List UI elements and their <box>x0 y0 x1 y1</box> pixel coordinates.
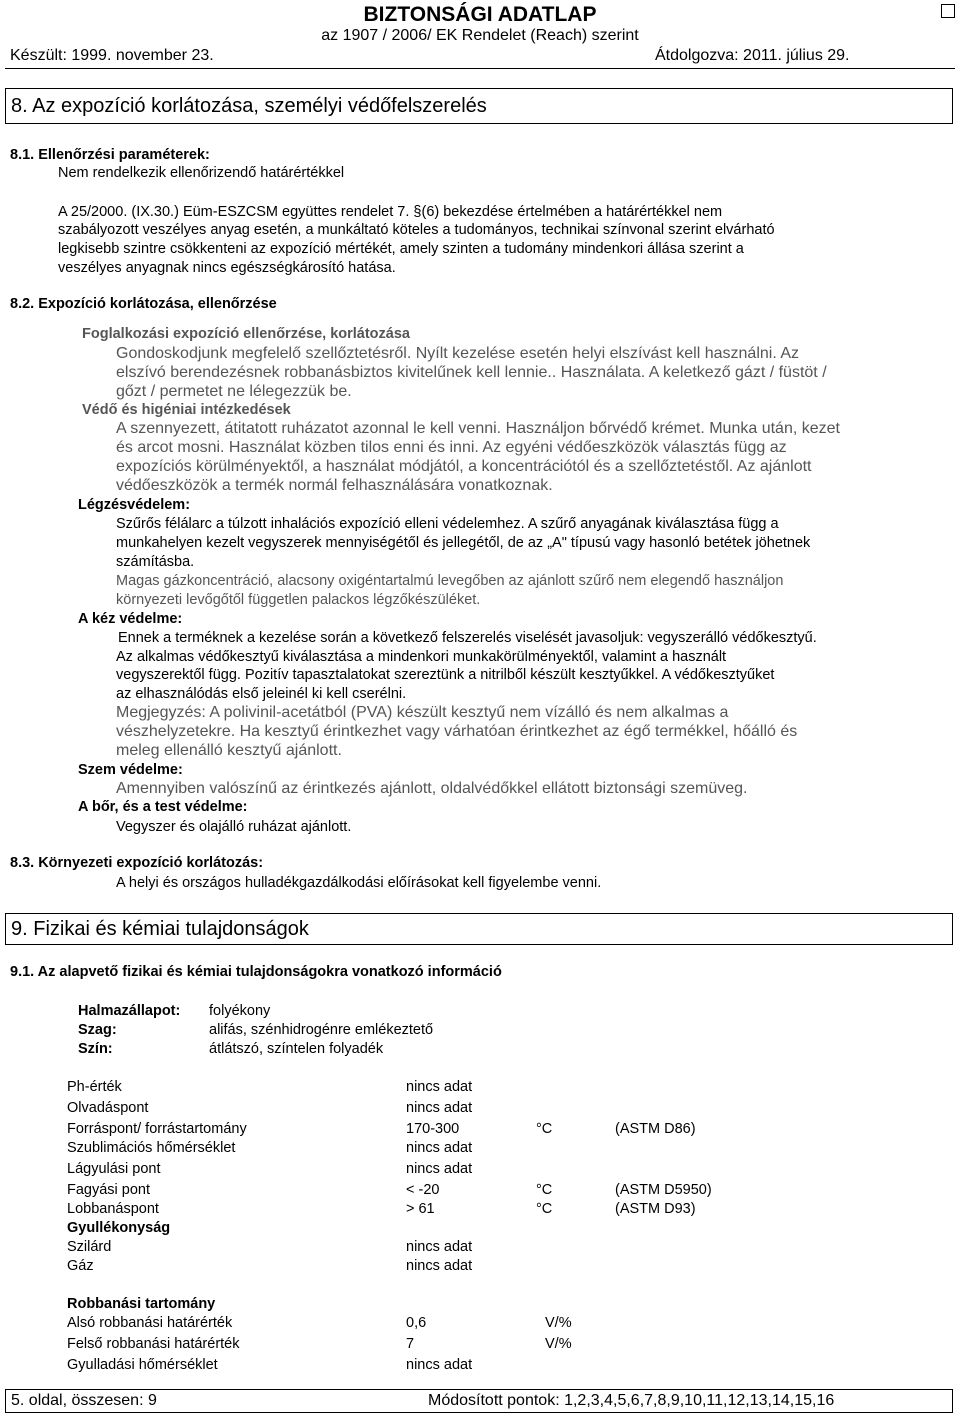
prop-value: < -20 <box>406 1182 440 1198</box>
resp-line: munkahelyen kezelt vegyszerek mennyiségétől és jellegétől, de az „A" típusú vagy hasonló betétek jöhetnek <box>116 535 811 551</box>
hand-heading: A kéz védelme: <box>78 611 183 627</box>
prop-label: Olvadáspont <box>67 1100 149 1116</box>
regulation-line: veszélyes anyagnak nincs egészségkárosító hatása. <box>58 260 396 276</box>
section-9-title: 9. Fizikai és kémiai tulajdonságok <box>11 918 309 940</box>
exposure-line: gőzt / permetet ne lélegezzük be. <box>116 383 352 400</box>
created-date: Készült: 1999. november 23. <box>10 47 214 64</box>
explosion-unit: V/% <box>545 1315 572 1331</box>
prop-value: 170-300 <box>406 1121 460 1137</box>
hygiene-line: és arcot mosni. Használat közben tilos enni és inni. Az egyéni védőeszközök választás függ az <box>116 439 787 456</box>
explosion-heading: Robbanási tartomány <box>67 1296 216 1312</box>
resp-note-line: Magas gázkoncentráció, alacsony oxigéntartalmú levegőben az ajánlott szűrő nem elegendő használjon <box>116 573 784 589</box>
prop-unit: °C <box>536 1182 553 1198</box>
exposure-line: Gondoskodjunk megfelelő szellőztetésről. Nyílt kezelése esetén helyi elszívást kell használni. Az <box>116 345 800 362</box>
hygiene-line: védőeszközök a termék normál felhasználására vonatkoznak. <box>116 477 553 494</box>
prop-value: > 61 <box>406 1201 435 1217</box>
flammability-label: Szilárd <box>67 1239 112 1255</box>
hand-line: az elhasználódás első jeleinél ki kell cserélni. <box>116 686 407 702</box>
explosion-label: Felső robbanási határérték <box>67 1336 240 1352</box>
resp-heading: Légzésvédelem: <box>78 497 191 513</box>
prop-unit: °C <box>536 1121 553 1137</box>
prop-label: Ph-érték <box>67 1079 122 1095</box>
s82-title: 8.2. Expozíció korlátozása, ellenőrzése <box>10 296 277 312</box>
s81-text: Nem rendelkezik ellenőrizendő határértékkel <box>58 165 345 181</box>
prop-label: Fagyási pont <box>67 1182 151 1198</box>
prop-value: nincs adat <box>406 1140 473 1156</box>
hand-note-line: Megjegyzés: A polivinil-acetátból (PVA) készült kesztyű nem vízálló és nem alkalmas a <box>116 704 729 721</box>
basic-label: Szag: <box>78 1022 117 1038</box>
explosion-value: nincs adat <box>406 1357 473 1373</box>
prop-label: Lobbanáspont <box>67 1201 159 1217</box>
explosion-label: Alsó robbanási határérték <box>67 1315 233 1331</box>
prop-label: Lágyulási pont <box>67 1161 161 1177</box>
hand-note-line: vészhelyzetekre. Ha kesztyű érintkezhet vagy várhatóan érintkezhet az égő termékkel, hőálló és <box>116 723 798 740</box>
resp-note-line: környezeti levőgőtől független palackos légzőkészüléket. <box>116 592 481 608</box>
explosion-value: 0,6 <box>406 1315 427 1331</box>
revised-date: Átdolgozva: 2011. július 29. <box>655 47 850 64</box>
skin-heading: A bőr, és a test védelme: <box>78 799 248 815</box>
document-subtitle: az 1907 / 2006/ EK Rendelet (Reach) szerint <box>321 27 639 44</box>
section-8-heading-box <box>5 88 953 124</box>
exposure-line: elszívó berendezésnek robbanásbiztos kivitelűnek kell lennie.. Használata. A keletkező gázt / füstöt / <box>116 364 827 381</box>
hand-note-line: meleg ellenálló kesztyű ajánlott. <box>116 742 342 759</box>
flammability-heading: Gyullékonyság <box>67 1220 171 1236</box>
prop-value: nincs adat <box>406 1079 473 1095</box>
hand-line: vegyszerektől függ. Pozitív tapasztalatokat szereztünk a nitrilből készült kesztyűkkel. A védőkesztyűket <box>116 667 775 683</box>
basic-label: Szín: <box>78 1041 113 1057</box>
regulation-line: legkisebb szintre csökkenteni az expozíció mértékét, amely szinten a tudomány mindenkori állása szerint a <box>58 241 744 257</box>
hand-line: Az alkalmas védőkesztyű kiválasztása a mindenkori munkakörülményektől, valamint a használt <box>116 649 727 665</box>
flammability-value: nincs adat <box>406 1258 473 1274</box>
page-number: 5. oldal, összesen: 9 <box>11 1392 157 1409</box>
hygiene-heading: Védő és higéniai intézkedések <box>82 402 291 418</box>
prop-value: nincs adat <box>406 1161 473 1177</box>
explosion-label: Gyulladási hőmérséklet <box>67 1357 218 1373</box>
document-title: BIZTONSÁGI ADATLAP <box>363 3 597 26</box>
hygiene-line: A szennyezett, átitatott ruházatot azonnal le kell venni. Használjon bőrvédő krémet. Munka után, kezet <box>116 420 840 437</box>
explosion-unit: V/% <box>545 1336 572 1352</box>
flammability-value: nincs adat <box>406 1239 473 1255</box>
s83-title: 8.3. Környezeti expozíció korlátozás: <box>10 855 264 871</box>
section-8-title: 8. Az expozíció korlátozása, személyi védőfelszerelés <box>11 95 487 117</box>
prop-label: Forráspont/ forrástartomány <box>67 1121 247 1137</box>
exposure-heading: Foglalkozási expozíció ellenőrzése, korlátozása <box>82 326 410 342</box>
skin-text: Vegyszer és olajálló ruházat ajánlott. <box>116 819 352 835</box>
regulation-line: szabályozott veszélyes anyag esetén, a munkáltató köteles a tudományos, technikai színvonal szerint elvárható <box>58 222 775 238</box>
basic-label: Halmazállapot: <box>78 1003 181 1019</box>
header-divider <box>5 68 955 69</box>
prop-value: nincs adat <box>406 1100 473 1116</box>
prop-label: Szublimációs hőmérséklet <box>67 1140 236 1156</box>
eye-heading: Szem védelme: <box>78 762 183 778</box>
flammability-label: Gáz <box>67 1258 94 1274</box>
prop-unit: °C <box>536 1201 553 1217</box>
eye-text: Amennyiben valószínű az érintkezés ajánlott, oldalvédőkkel ellátott biztonsági szemüveg. <box>116 780 748 797</box>
s83-text: A helyi és országos hulladékgazdálkodási előírásokat kell figyelembe venni. <box>116 875 602 891</box>
modified-points: Módosított pontok: 1,2,3,4,5,6,7,8,9,10,11,12,13,14,15,16 <box>428 1392 835 1409</box>
basic-value: folyékony <box>209 1003 271 1019</box>
basic-value: átlátszó, színtelen folyadék <box>209 1041 384 1057</box>
prop-method: (ASTM D93) <box>615 1201 696 1217</box>
explosion-value: 7 <box>406 1336 415 1352</box>
s91-title: 9.1. Az alapvető fizikai és kémiai tulajdonságokra vonatkozó információ <box>10 964 502 980</box>
resp-line: Szűrős félálarc a túlzott inhalációs expozíció elleni védelemhez. A szűrő anyagának kiválasztása függ a <box>116 516 779 532</box>
basic-value: alifás, szénhidrogénre emlékeztető <box>209 1022 434 1038</box>
section-9-heading-box <box>5 913 953 945</box>
hygiene-line: expozíciós körülményektől, a használat módjától, a koncentrációtól és a szellőztetéstől. Az ajánlott <box>116 458 812 475</box>
hand-line: Ennek a terméknek a kezelése során a következő felszerelés viselését javasoljuk: vegyszerálló védőkesztyű. <box>118 630 817 646</box>
prop-method: (ASTM D5950) <box>615 1182 712 1198</box>
resp-line: számításba. <box>116 554 195 570</box>
footer-box <box>5 1389 953 1413</box>
s81-title: 8.1. Ellenőrzési paraméterek: <box>10 147 210 163</box>
regulation-line: A 25/2000. (IX.30.) Eüm-ESZCSM együttes rendelet 7. §(6) bekezdése értelmében a határértékkel nem <box>58 204 723 220</box>
prop-method: (ASTM D86) <box>615 1121 696 1137</box>
